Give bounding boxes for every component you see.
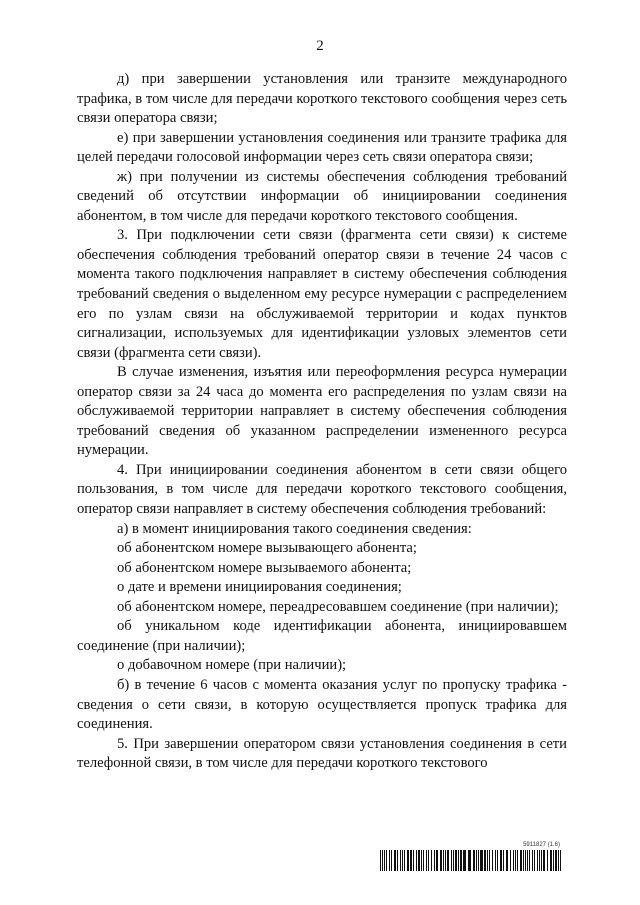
paragraph-3-change: В случае изменения, изъятия или переоформления ресурса нумерации оператор связи за 24 часа до момента его распределения по узлам связи на обслуживаемой территории направляет в систему обеспечения соблюдения требований сведения об указанном распределении измененного ресурса нумерации.: [77, 364, 567, 459]
barcode: [380, 850, 563, 871]
paragraph-e: е) при завершении установления соединения или транзите трафика для целей передачи голосовой информации через сеть связи оператора связи;: [77, 129, 567, 166]
list-item-extension: о добавочном номере (при наличии);: [117, 657, 347, 674]
paragraph-5: 5. При завершении оператором связи установления соединения в сети телефонной связи, в том числе для передачи короткого текстового: [77, 735, 567, 772]
list-item-called-number: об абонентском номере вызываемого абонента;: [117, 559, 412, 576]
document-body: [77, 70, 567, 774]
page-number: 2: [316, 38, 324, 54]
list-item-calling-number: об абонентском номере вызывающего абонента;: [117, 540, 417, 557]
list-item-datetime: о дате и времени инициирования соединения;: [117, 579, 402, 596]
paragraph-3: 3. При подключении сети связи (фрагмента сети связи) к системе обеспечения соблюдения требований оператор связи в течение 24 часов с момента такого подключения направляет в систему обеспечения соблюдения требований сведения о выделенном ему ресурсе нумерации с распределением его по узлам связи на обслуживаемой территории и кодах пунктов сигнализации, используемых для идентификации узловых элементов сети связи (фрагмента сети связи).: [77, 227, 567, 361]
paragraph-zh: ж) при получении из системы обеспечения соблюдения требований сведений об отсутствии информации об инициировании соединения абонентом, в том числе для передачи короткого текстового сообщения.: [77, 168, 567, 224]
paragraph-4: 4. При инициировании соединения абонентом в сети связи общего пользования, в том числе для передачи короткого текстового сообщения, оператор связи направляет в систему обеспечения соблюдения требований:: [77, 461, 567, 518]
list-item-unique-code: об уникальном коде идентификации абонента, инициировавшем соединение (при наличии);: [77, 618, 567, 654]
document-code: 5911827 (1.6): [523, 842, 560, 848]
paragraph-d: д) при завершении установления или транзите международного трафика, в том числе для передачи короткого текстового сообщения через сеть связи оператора связи;: [77, 71, 567, 127]
paragraph-4a: а) в момент инициирования такого соединения сведения:: [117, 520, 472, 537]
paragraph-4b: б) в течение 6 часов с момента оказания услуг по пропуску трафика - сведения о сети связи, в которую осуществляется пропуск трафика для соединения.: [77, 676, 567, 733]
list-item-forwarding-number: об абонентском номере, переадресовавшем соединение (при наличии);: [117, 598, 559, 615]
